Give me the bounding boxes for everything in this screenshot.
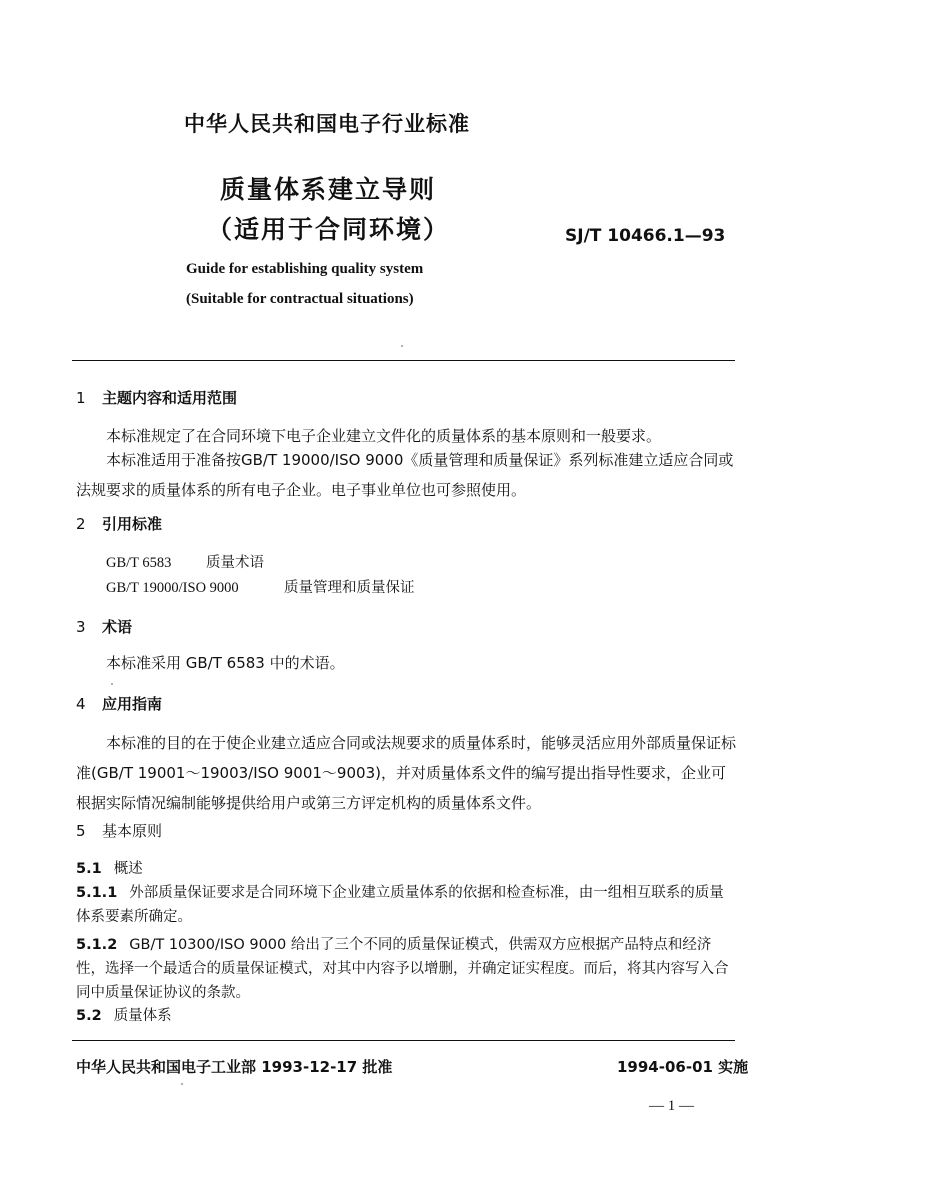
section-title: 主题内容和适用范围 bbox=[102, 389, 238, 407]
subsection-5-1-1 bbox=[76, 881, 736, 929]
section-heading-5 bbox=[76, 820, 162, 841]
section-number: 3 bbox=[76, 618, 86, 636]
standard-organization: 中华人民共和国电子行业标准 bbox=[184, 112, 470, 136]
section-title: 引用标准 bbox=[102, 515, 163, 533]
footer-divider bbox=[72, 1040, 735, 1041]
subsection-text: 外部质量保证要求是合同环境下企业建立质量体系的依据和检查标准，由一组相互联系的质量体系要素所确定。 bbox=[76, 885, 724, 925]
scan-speck bbox=[111, 683, 113, 685]
section-number: 4 bbox=[76, 695, 86, 713]
section-heading-1 bbox=[76, 387, 237, 408]
section-title: 术语 bbox=[102, 618, 133, 636]
english-title: Guide for establishing quality system bbox=[186, 261, 424, 277]
paragraph-4-1: 本标准的目的在于使企业建立适应合同或法规要求的质量体系时，能够灵活应用外部质量保证标准(GB/T 19001～19003/ISO 9001～9003)，并对质量体系文件的编写提出指导性要求，企业可根据实际情况编制能够提供给用户或第三方评定机构的质量体系文件。 bbox=[76, 734, 737, 812]
reference-name: 质量管理和质量保证 bbox=[284, 580, 415, 596]
subsection-number: 5.1 bbox=[76, 861, 102, 877]
paragraph-1-2: 本标准适用于准备按GB/T 19000/ISO 9000《质量管理和质量保证》系列标准建立适应合同或法规要求的质量体系的所有电子企业。电子事业单位也可参照使用。 bbox=[76, 451, 734, 499]
standard-code: SJ/T 10466.1—93 bbox=[565, 226, 726, 246]
document-subtitle: （适用于合同环境） bbox=[207, 215, 451, 244]
reference-item bbox=[106, 551, 264, 572]
header-divider bbox=[72, 360, 735, 361]
section-number: 5 bbox=[76, 822, 86, 840]
section-title: 应用指南 bbox=[102, 695, 163, 713]
subsection-5-2 bbox=[76, 1004, 736, 1028]
scan-speck bbox=[181, 1083, 183, 1085]
subsection-number: 5.1.1 bbox=[76, 885, 118, 901]
approval-statement: 中华人民共和国电子工业部 1993-12-17 批准 bbox=[76, 1058, 393, 1076]
scan-speck bbox=[401, 345, 403, 347]
subsection-title: 概述 bbox=[113, 861, 143, 877]
subsection-5-1-2 bbox=[76, 933, 736, 1005]
reference-code: GB/T 6583 bbox=[106, 555, 172, 571]
section-heading-3 bbox=[76, 616, 132, 637]
section-number: 1 bbox=[76, 389, 86, 407]
subsection-title: 质量体系 bbox=[113, 1008, 172, 1024]
section-heading-2 bbox=[76, 513, 162, 534]
subsection-text: GB/T 10300/ISO 9000 给出了三个不同的质量保证模式，供需双方应根据产品特点和经济性，选择一个最适合的质量保证模式，对其中内容予以增删，并确定证实程度。而后，将其内容写入合同中质量保证协议的条款。 bbox=[76, 937, 729, 1001]
english-subtitle: (Suitable for contractual situations) bbox=[186, 291, 414, 307]
reference-item bbox=[106, 576, 415, 597]
document-title: 质量体系建立导则 bbox=[220, 175, 437, 204]
section-number: 2 bbox=[76, 515, 86, 533]
section-heading-4 bbox=[76, 693, 162, 714]
reference-name: 质量术语 bbox=[206, 555, 264, 571]
page-number: — 1 — bbox=[649, 1098, 694, 1114]
paragraph-3-1: 本标准采用 GB/T 6583 中的术语。 bbox=[106, 654, 345, 672]
subsection-number: 5.1.2 bbox=[76, 937, 118, 953]
subsection-number: 5.2 bbox=[76, 1008, 102, 1024]
paragraph-1-1: 本标准规定了在合同环境下电子企业建立文件化的质量体系的基本原则和一般要求。 bbox=[106, 427, 662, 445]
subsection-5-1 bbox=[76, 857, 736, 881]
section-title: 基本原则 bbox=[102, 822, 163, 840]
effective-date: 1994-06-01 实施 bbox=[617, 1058, 749, 1076]
reference-code: GB/T 19000/ISO 9000 bbox=[106, 580, 239, 596]
